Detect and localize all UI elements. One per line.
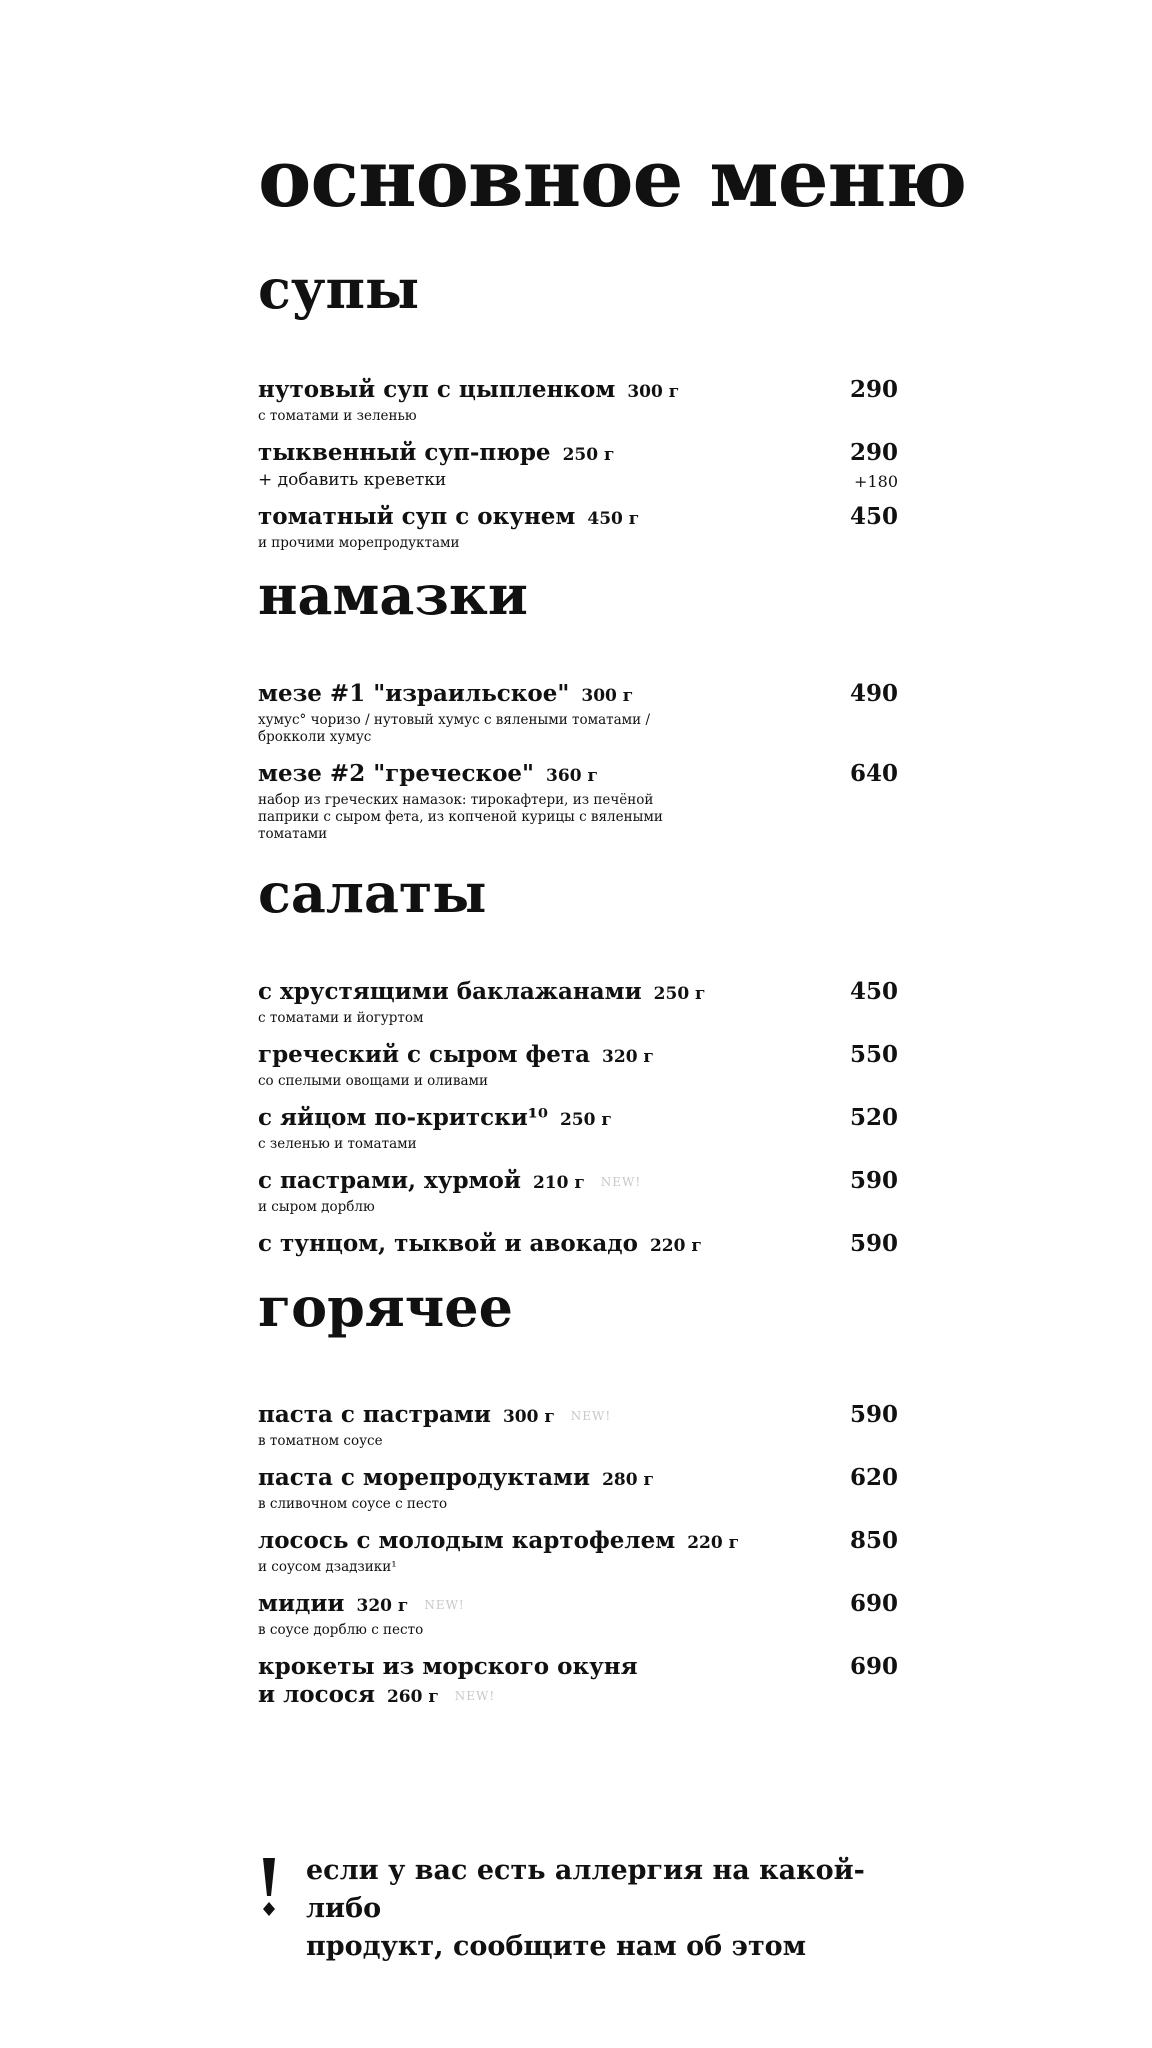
item-weight: 260 г [386, 1687, 439, 1707]
item-description: с томатами и зеленью [258, 408, 417, 424]
item-name: мидии [258, 1590, 345, 1617]
exclamation-icon [260, 1858, 278, 1918]
item-name: паста с морепродуктами [258, 1464, 591, 1491]
new-badge: NEW! [600, 1175, 642, 1189]
item-price: 590 [849, 1230, 898, 1257]
item-price: 590 [849, 1167, 898, 1194]
item-name: с тунцом, тыквой и авокадо [258, 1230, 638, 1257]
item-weight: 300 г [502, 1407, 555, 1427]
item-name: тыквенный суп-пюре [258, 439, 551, 466]
menu-item [258, 1230, 898, 1260]
new-badge: NEW! [424, 1598, 465, 1612]
section-soups [258, 257, 898, 551]
item-weight: 250 г [559, 1110, 612, 1130]
item-weight: 220 г [649, 1236, 702, 1256]
item-description: и прочими морепродуктами [258, 535, 460, 551]
menu-item [258, 376, 898, 425]
item-name: лосось с молодым картофелем [258, 1527, 676, 1554]
item-name: мезе #2 "греческое" [258, 760, 535, 787]
menu-item [258, 1464, 898, 1513]
item-description: хумус° чоризо / нутовый хумус с вялеными томатами / брокколи хумус [258, 712, 651, 745]
item-weight: 210 г [532, 1173, 585, 1193]
section-salads [258, 861, 898, 1257]
item-name: греческий с сыром фета [258, 1041, 591, 1068]
item-weight: 450 г [587, 509, 640, 529]
item-price: 850 [849, 1527, 898, 1554]
menu-item [258, 1401, 898, 1450]
menu-item [258, 1041, 898, 1090]
item-price: 620 [849, 1464, 898, 1491]
new-badge: NEW! [570, 1409, 612, 1423]
section-title: горячее [258, 1275, 513, 1339]
item-description: со спелыми овощами и оливами [258, 1073, 489, 1089]
item-price: 690 [849, 1653, 898, 1680]
item-weight: 320 г [356, 1596, 409, 1616]
item-price: 290 [849, 439, 898, 466]
item-description: набор из греческих намазок: тирокафтери, из печёной паприки с сыром фета, из копченой курицы с вялеными томатами [258, 792, 663, 842]
item-description: и сыром дорблю [258, 1199, 375, 1215]
menu-item [258, 1527, 898, 1576]
menu-item [258, 1167, 898, 1216]
menu-item [258, 1104, 898, 1153]
item-addon-price: +180 [854, 472, 898, 491]
item-description: в сливочном соусе с песто [258, 1496, 448, 1512]
menu-item [258, 680, 898, 746]
item-name: с хрустящими баклажанами [258, 978, 642, 1005]
item-description: с томатами и йогуртом [258, 1010, 424, 1026]
section-title: намазки [258, 563, 528, 627]
menu-item [258, 1590, 898, 1639]
item-weight: 250 г [653, 984, 706, 1004]
item-description: в соусе дорблю с песто [258, 1622, 424, 1638]
item-price: 490 [849, 680, 898, 707]
menu-page [258, 0, 967, 2048]
item-name-continued: и лосося [258, 1681, 375, 1708]
item-weight: 300 г [627, 382, 680, 402]
menu-item [258, 1653, 898, 1711]
menu-title: основное меню [258, 131, 967, 225]
item-price: 520 [849, 1104, 898, 1131]
item-price: 590 [849, 1401, 898, 1428]
item-description: в томатном соусе [258, 1433, 383, 1449]
section-spreads [258, 563, 898, 842]
item-weight: 360 г [546, 766, 598, 786]
item-price: 450 [849, 978, 898, 1005]
item-name: мезе #1 "израильское" [258, 680, 570, 707]
item-price: 290 [849, 376, 898, 403]
item-weight: 300 г [581, 686, 634, 706]
item-price: 690 [849, 1590, 898, 1617]
item-weight: 280 г [602, 1470, 654, 1490]
allergy-text [306, 1852, 906, 1966]
item-name: паста с пастрами [258, 1401, 491, 1428]
menu-item [258, 503, 898, 552]
item-price: 450 [849, 503, 898, 530]
item-price: 640 [849, 760, 898, 787]
item-description: и соусом дзадзики¹ [258, 1559, 397, 1575]
section-title: салаты [258, 861, 487, 925]
menu-item [258, 760, 898, 843]
menu-item [258, 439, 898, 491]
menu-item [258, 978, 898, 1027]
new-badge: NEW! [454, 1689, 496, 1703]
item-addon: + добавить креветки [258, 470, 447, 490]
item-name: нутовый суп с цыпленком [258, 376, 616, 403]
item-name: томатный суп с окунем [258, 503, 576, 530]
allergy-text-line-1: если у вас есть аллергия на какой-либо [306, 1855, 865, 1924]
item-price: 550 [849, 1041, 898, 1068]
section-hot-dishes [258, 1275, 898, 1708]
item-weight: 250 г [562, 445, 615, 465]
item-weight: 220 г [687, 1533, 740, 1553]
item-name: с пастрами, хурмой [258, 1167, 521, 1194]
section-title: супы [258, 257, 420, 321]
item-name: крокеты из морского окуня [258, 1653, 638, 1680]
item-name: с яйцом по-критски¹⁰ [258, 1104, 548, 1131]
item-description: с зеленью и томатами [258, 1136, 417, 1152]
allergy-text-line-2: продукт, сообщите нам об этом [306, 1931, 807, 1962]
item-weight: 320 г [602, 1047, 654, 1067]
